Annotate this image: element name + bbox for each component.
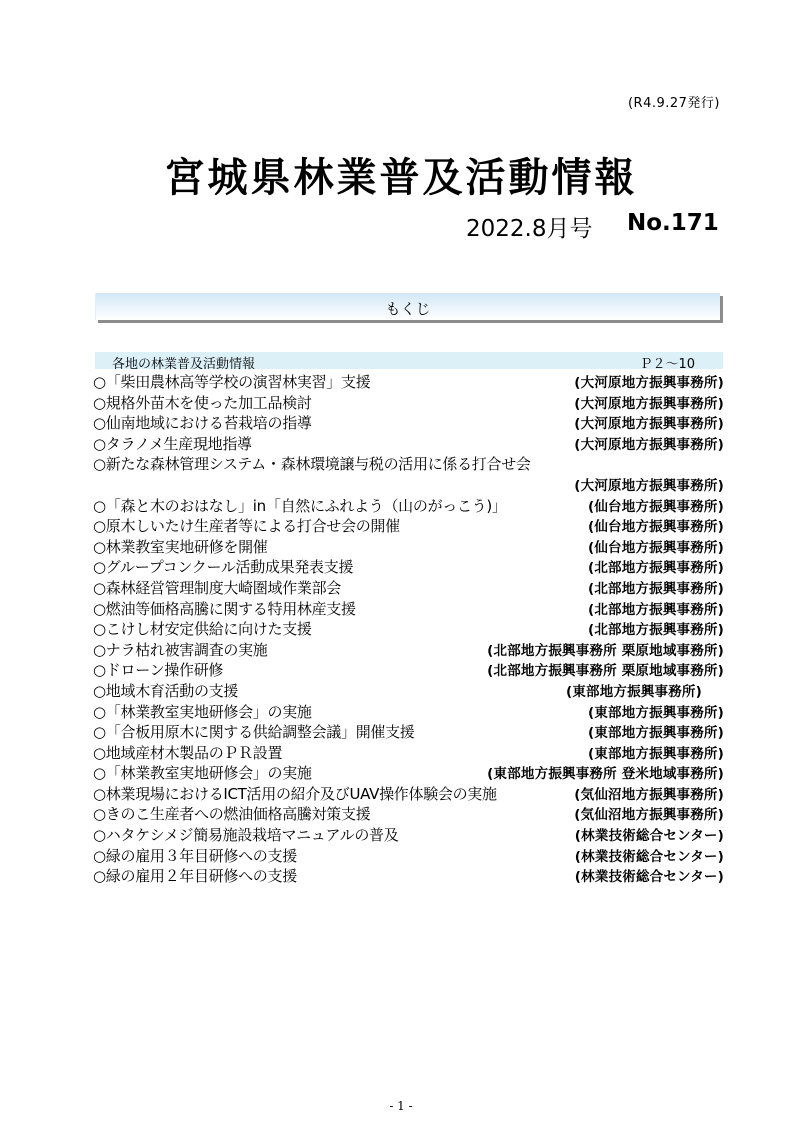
toc-item-office: (大河原地方振興事務所): [574, 375, 724, 391]
toc-item-office: (仙台地方振興事務所): [587, 498, 724, 515]
toc-item[interactable]: [93, 557, 725, 578]
page-number: - 1 -: [389, 1099, 413, 1113]
toc-item-office: (大河原地方振興事務所): [574, 477, 724, 494]
toc-item-title: ○地域産材木製品のＰＲ設置: [93, 743, 283, 762]
toc-item[interactable]: [93, 784, 725, 805]
toc-item[interactable]: [93, 537, 725, 558]
toc-item[interactable]: [93, 434, 725, 455]
toc-item-office: (東部地方振興事務所): [587, 725, 724, 742]
toc-item-office: (北部地方振興事務所): [587, 622, 724, 639]
toc-item-title: ○「柴田農林高等学校の演習林実習」支援: [93, 373, 371, 391]
toc-item-office: (東部地方振興事務所): [587, 745, 724, 762]
issue-date: (R4.9.27発行): [627, 96, 720, 111]
toc-item-title: ○林業教室実地研修を開催: [93, 537, 268, 556]
toc-item-title: ○ナラ枯れ被害調査の実施: [93, 640, 268, 659]
toc-item-title: ○「合板用原木に関する供給調整会議」開催支援: [93, 723, 415, 742]
toc-item-office: (大河原地方振興事務所): [574, 416, 724, 433]
toc-item-title: ○「森と木のおはなし」in「自然にふれよう（山のがっこう)」: [93, 496, 507, 515]
toc-item-title: ○規格外苗木を使った加工品検討: [93, 393, 312, 412]
toc-item[interactable]: [93, 722, 725, 743]
toc-item-title: ○グループコンクール活動成果発表支援: [93, 558, 354, 577]
toc-item-office: (大河原地方振興事務所): [574, 395, 724, 412]
toc-item-title: ○「林業教室実地研修会」の実施: [93, 702, 312, 721]
toc-item-title: ○森林経営管理制度大崎圏域作業部会: [93, 578, 341, 597]
toc-item[interactable]: [93, 454, 725, 475]
toc-item[interactable]: [93, 743, 725, 764]
toc-item-title: ○林業現場におけるICT活用の紹介及びUAV操作体験会の実施: [93, 784, 497, 803]
toc-item[interactable]: [93, 866, 725, 887]
toc-item[interactable]: [93, 846, 725, 867]
toc-item-office: (気仙沼地方振興事務所): [574, 807, 724, 824]
toc-item[interactable]: [93, 393, 725, 414]
toc-item-office: (林業技術総合センター): [574, 869, 724, 886]
toc-item-title: ○こけし材安定供給に向けた支援: [93, 620, 312, 639]
toc-item-office: (気仙沼地方振興事務所): [574, 786, 724, 803]
toc-item[interactable]: [93, 413, 725, 434]
toc-item[interactable]: [93, 578, 725, 599]
toc-item-office: (林業技術総合センター): [574, 828, 724, 845]
toc-item-title: ○原木しいたけ生産者等による打合せ会の開催: [93, 517, 400, 536]
toc-item-title: ○ハタケシメジ簡易施設栽培マニュアルの普及: [93, 826, 399, 845]
toc-item[interactable]: [93, 640, 725, 661]
toc-item-office: (北部地方振興事務所): [587, 560, 724, 577]
toc-item-office: (北部地方振興事務所): [587, 601, 724, 618]
toc-item[interactable]: [93, 660, 725, 681]
toc-item-office: (東部地方振興事務所): [587, 704, 724, 721]
toc-item-title: ○仙南地域における苔栽培の指導: [93, 414, 312, 433]
toc-item-title: ○新たな森林管理システム・森林環境譲与税の活用に係る打合せ会: [93, 455, 531, 474]
toc-item[interactable]: [93, 804, 725, 825]
toc-list: [93, 372, 725, 887]
toc-item-title: ○きのこ生産者への燃油価格高騰対策支援: [93, 805, 371, 824]
toc-item-title: ○地域木育活動の支援: [93, 681, 239, 700]
toc-item-office: (仙台地方振興事務所): [587, 539, 724, 556]
toc-item-office: (北部地方振興事務所): [587, 580, 724, 597]
toc-item-office: (東部地方振興事務所 登米地域事務所): [487, 766, 724, 783]
toc-item-title: ○緑の雇用３年目研修への支援: [93, 846, 297, 865]
toc-item-office: (北部地方振興事務所 栗原地域事務所): [487, 642, 724, 659]
toc-item-title: ○タラノメ生産現地指導: [93, 434, 252, 453]
toc-item[interactable]: [93, 496, 725, 517]
issue-month: 2022.8月号: [466, 216, 593, 242]
toc-heading: もくじ: [385, 300, 431, 318]
toc-item[interactable]: [93, 702, 725, 723]
toc-item[interactable]: [93, 475, 725, 496]
toc-item[interactable]: [93, 763, 725, 784]
section-pages: Ｐ２～10: [639, 357, 695, 372]
toc-item-office: (林業技術総合センター): [574, 848, 724, 865]
page-title: 宮城県林業普及活動情報: [164, 155, 638, 201]
toc-item-title: ○「林業教室実地研修会」の実施: [93, 764, 312, 783]
toc-item-title: ○ドローン操作研修: [93, 661, 224, 680]
issue-info: [440, 210, 719, 244]
issue-number: No.171: [627, 210, 719, 236]
toc-item[interactable]: [93, 619, 725, 640]
toc-item-office: (大河原地方振興事務所): [574, 436, 724, 453]
toc-item[interactable]: [93, 825, 725, 846]
section-label: 各地の林業普及活動情報: [112, 357, 256, 372]
toc-item[interactable]: [93, 599, 725, 620]
toc-item[interactable]: [93, 372, 725, 393]
toc-item-office: (仙台地方振興事務所): [587, 519, 724, 536]
toc-item-office: (北部地方振興事務所 栗原地域事務所): [487, 663, 724, 680]
toc-item[interactable]: [93, 516, 725, 537]
section-header: [95, 352, 723, 372]
toc-banner: [95, 293, 720, 320]
toc-item[interactable]: [93, 681, 725, 702]
toc-item-office: (東部地方振興事務所): [565, 683, 702, 700]
toc-item-title: ○燃油等価格高騰に関する特用林産支援: [93, 599, 356, 618]
toc-item-title: ○緑の雇用２年目研修への支援: [93, 867, 297, 886]
